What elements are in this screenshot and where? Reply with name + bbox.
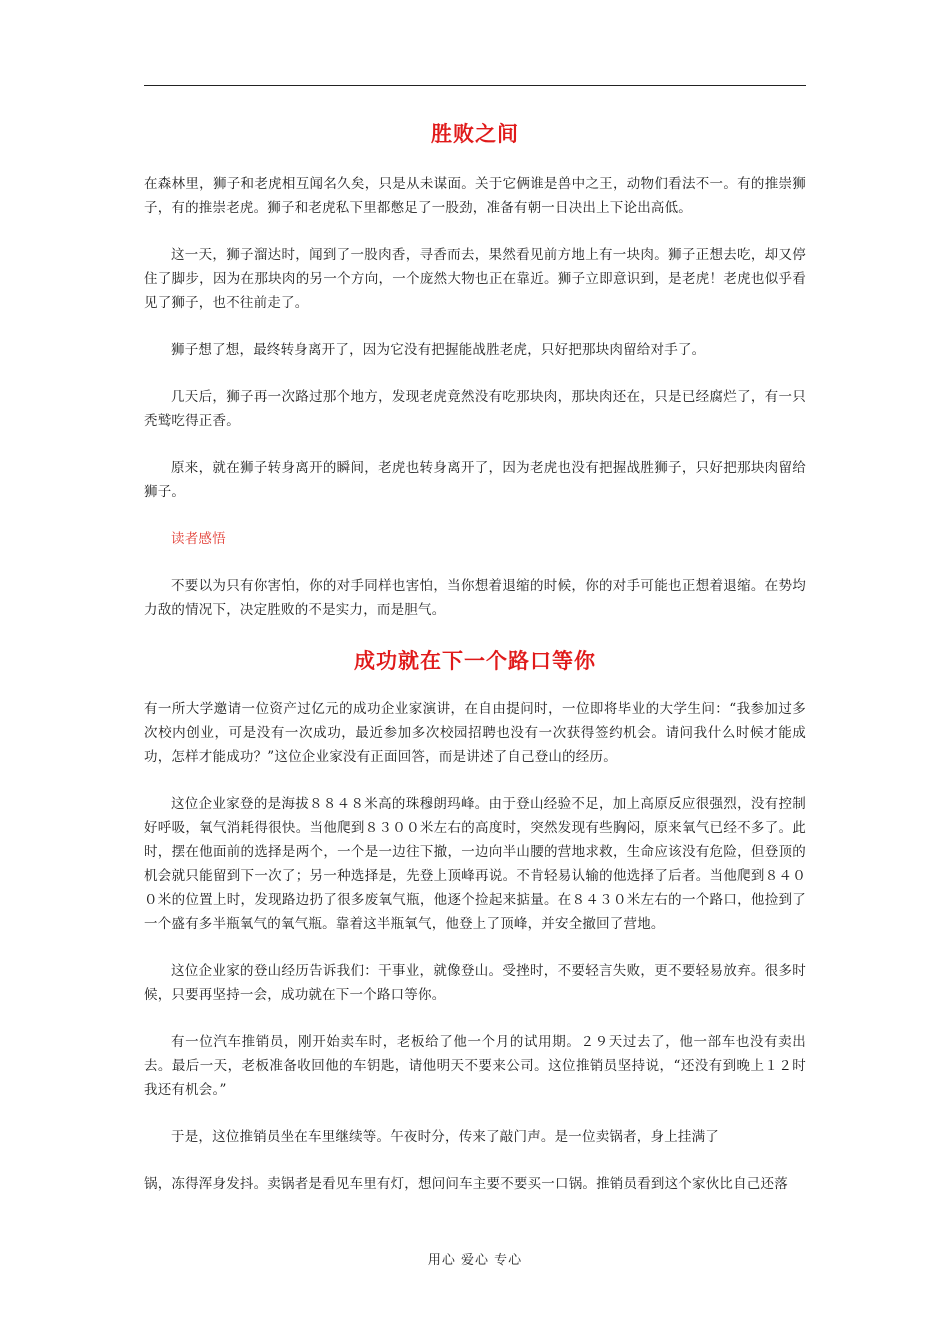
section2-paragraph: 于是，这位推销员坐在车里继续等。午夜时分，传来了敲门声。是一位卖锅者，身上挂满了 [171,1129,719,1145]
section1-paragraph: 在森林里，狮子和老虎相互闻名久矣，只是从未谋面。关于它俩谁是兽中之王，动物们看法不一。有的推崇狮子，有的推崇老虎。狮子和老虎私下里都憋足了一股劲，准备有朝一日决出上下论出高低。 [144,176,806,216]
section1-paragraph: 这一天，狮子溜达时，闻到了一股肉香，寻香而去，果然看见前方地上有一块肉。狮子正想去吃，却又停住了脚步，因为在那块肉的另一个方向，一个庞然大物也正在靠近。狮子立即意识到，是老虎！老虎也似乎看见了狮子，也不往前走了。 [144,247,806,311]
insight-label: 读者感悟 [171,531,226,547]
insight-text: 不要以为只有你害怕，你的对手同样也害怕，当你想着退缩的时候，你的对手可能也正想着退缩。在势均力敌的情况下，决定胜败的不是实力，而是胆气。 [144,578,806,618]
section2-paragraph: 锅，冻得浑身发抖。卖锅者是看见车里有灯，想问问车主要不要买一口锅。推销员看到这个家伙比自己还落 [144,1176,788,1192]
section2-paragraph: 这位企业家登的是海拔８８４８米高的珠穆朗玛峰。由于登山经验不足，加上高原反应很强烈，没有控制好呼吸，氧气消耗得很快。当他爬到８３００米左右的高度时，突然发现有些胸闷，原来氧气已经不多了。此时，摆在他面前的选择是两个，一个是一边往下撤，一边向半山腰的营地求救，生命应该没有危险，但登顶的机会就只能留到下一次了；另一种选择是，先登上顶峰再说。不肯轻易认输的他选择了后者。当他爬到８４００米的位置上时，发现路边扔了很多废氧气瓶，他逐个捡起来掂量。在８４３０米左右的一个路口，他捡到了一个盛有多半瓶氧气的氧气瓶。靠着这半瓶氧气，他登上了顶峰，并安全撤回了营地。 [144,796,806,932]
section2-title: 成功就在下一个路口等你 [354,648,596,673]
section1-title: 胜败之间 [431,121,519,146]
page-footer: 用心 爱心 专心 [427,1253,523,1268]
header-rule [144,85,806,86]
section1-paragraph: 狮子想了想，最终转身离开了，因为它没有把握能战胜老虎，只好把那块肉留给对手了。 [171,342,706,358]
section1-paragraph: 原来，就在狮子转身离开的瞬间，老虎也转身离开了，因为老虎也没有把握战胜狮子，只好把那块肉留给狮子。 [144,460,806,500]
document-body [144,118,806,1205]
section2-paragraph: 有一位汽车推销员，刚开始卖车时，老板给了他一个月的试用期。２９天过去了，他一部车也没有卖出去。最后一天，老板准备收回他的车钥匙，请他明天不要来公司。这位推销员坚持说，“还没有到晚上１２时我还有机会。” [144,1034,806,1098]
section2-paragraph: 有一所大学邀请一位资产过亿元的成功企业家演讲，在自由提问时，一位即将毕业的大学生问：“我参加过多次校内创业，可是没有一次成功，最近参加多次校园招聘也没有一次获得签约机会。请问我什么时候才能成功，怎样才能成功？”这位企业家没有正面回答，而是讲述了自己登山的经历。 [144,701,807,765]
section1-paragraph: 几天后，狮子再一次路过那个地方，发现老虎竟然没有吃那块肉，那块肉还在，只是已经腐烂了，有一只秃鹫吃得正香。 [144,389,806,429]
section2-paragraph: 这位企业家的登山经历告诉我们：干事业，就像登山。受挫时，不要轻言失败，更不要轻易放弃。很多时候，只要再坚持一会，成功就在下一个路口等你。 [144,963,806,1003]
